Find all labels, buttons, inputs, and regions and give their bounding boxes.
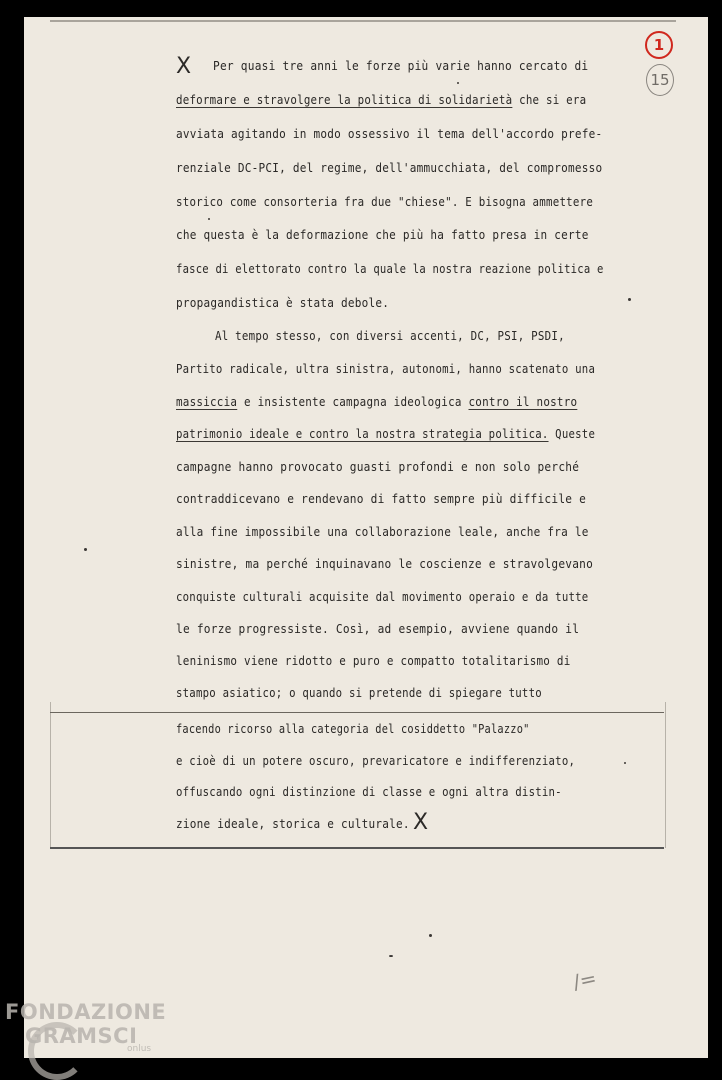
ink-speck bbox=[389, 955, 393, 957]
paragraph1-line7: fasce di elettorato contro la quale la nostra reazione politica e bbox=[176, 262, 604, 276]
paragraph2-line4-rest: Queste bbox=[548, 427, 596, 441]
page-number-badge: 1 bbox=[645, 31, 673, 59]
underlined-phrase: deformare e stravolgere la politica di solidarietà bbox=[176, 93, 513, 107]
paragraph1-line2-rest: che si era bbox=[512, 93, 587, 107]
insert-line1: facendo ricorso alla categoria del cosiddetto "Palazzo" bbox=[176, 722, 530, 736]
paste-edge-bottom bbox=[50, 847, 664, 849]
paragraph2-line5: campagne hanno provocato guasti profondi e non solo perché bbox=[176, 460, 580, 474]
insert-line3: offuscando ogni distinzione di classe e ogni altra distin- bbox=[176, 785, 562, 799]
paragraph1-line2 bbox=[176, 93, 586, 107]
paragraph1-line3: avviata agitando in modo ossessivo il tema dell'accordo prefe- bbox=[176, 127, 603, 141]
fondazione-gramsci-watermark bbox=[5, 1000, 166, 1054]
paragraph2-line10: le forze progressiste. Così, ad esempio, avviene quando il bbox=[176, 622, 580, 636]
watermark-line1: FONDAZIONE bbox=[5, 1000, 167, 1024]
ink-speck bbox=[457, 82, 459, 84]
watermark-suffix: onlus bbox=[127, 1044, 152, 1054]
paragraph2-line9: conquiste culturali acquisite dal movimento operaio e da tutte bbox=[176, 590, 589, 604]
underlined-word: massiccia bbox=[176, 395, 238, 409]
paragraph2-line1: Al tempo stesso, con diversi accenti, DC, PSI, PSDI, bbox=[215, 329, 565, 343]
paragraph2-line4 bbox=[176, 427, 595, 441]
paragraph2-line11: leninismo viene ridotto e puro e compatto totalitarismo di bbox=[176, 654, 571, 668]
paragraph2-line3 bbox=[176, 395, 577, 409]
ink-speck bbox=[208, 218, 210, 220]
ink-speck bbox=[624, 762, 626, 764]
insert-line2: e cioè di un potere oscuro, prevaricatore e indifferenziato, bbox=[176, 754, 576, 768]
paragraph2-line7: alla fine impossibile una collaborazione leale, anche fra le bbox=[176, 525, 589, 539]
underlined-phrase: patrimonio ideale e contro la nostra strategia politica. bbox=[176, 427, 549, 441]
paragraph2-line8: sinistre, ma perché inquinavano le coscienze e stravolgevano bbox=[176, 557, 594, 571]
paragraph2-line12: stampo asiatico; o quando si pretende di spiegare tutto bbox=[176, 686, 542, 700]
paragraph2-line2: Partito radicale, ultra sinistra, autonomi, hanno scatenato una bbox=[176, 362, 596, 376]
insert-line4: zione ideale, storica e culturale. bbox=[176, 817, 410, 831]
ink-speck bbox=[429, 934, 432, 937]
ink-speck bbox=[84, 548, 87, 551]
paragraph1-line4: renziale DC-PCI, del regime, dell'ammucchiata, del compromesso bbox=[176, 161, 603, 175]
paragraph1-line1: Per quasi tre anni le forze più varie hanno cercato di bbox=[213, 59, 589, 73]
end-x-mark: X bbox=[413, 810, 429, 835]
paragraph1-line5: storico come consorteria fra due "chiese". E bisogna ammettere bbox=[176, 195, 594, 209]
watermark-line2: GRAMSCI bbox=[25, 1024, 138, 1048]
ink-speck bbox=[628, 298, 631, 301]
pencil-scribble: /= bbox=[570, 965, 599, 995]
paragraph1-line6: che questa è la deformazione che più ha fatto presa in certe bbox=[176, 228, 589, 242]
paragraph1-line8: propagandistica è stata debole. bbox=[176, 296, 390, 310]
page-top-edge bbox=[50, 20, 676, 22]
paste-edge-top bbox=[50, 712, 664, 713]
start-x-mark: X bbox=[176, 54, 192, 79]
underlined-phrase: contro il nostro bbox=[468, 395, 578, 409]
paragraph2-line6: contraddicevano e rendevano di fatto sempre più difficile e bbox=[176, 492, 587, 506]
paragraph2-line3-mid: e insistente campagna ideologica bbox=[237, 395, 469, 409]
pencil-page-number: 15 bbox=[646, 64, 674, 96]
